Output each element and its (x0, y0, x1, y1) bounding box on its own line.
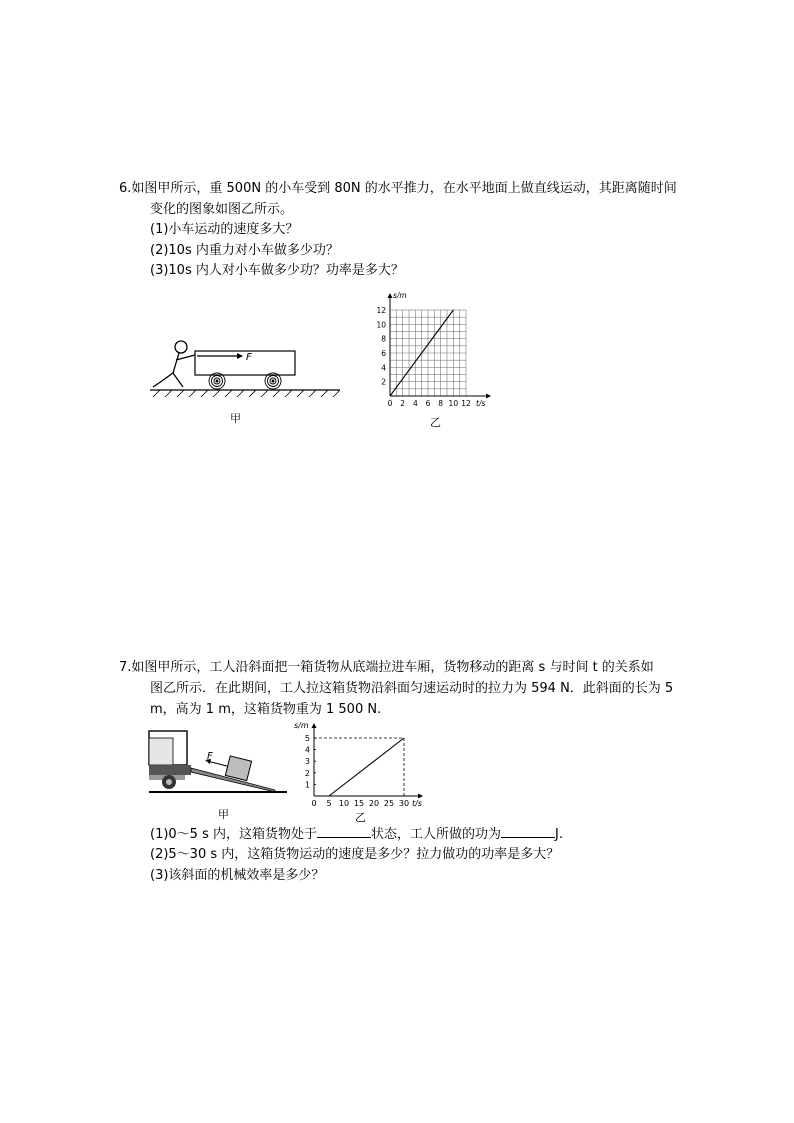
cart-wheel-right (265, 373, 281, 389)
q7-line2: 图乙所示．在此期间，工人拉这箱货物沿斜面匀速运动时的拉力为 594 N．此斜面的长为 5 (150, 681, 674, 696)
force-label: F (246, 352, 252, 363)
q6-st-chart (368, 284, 498, 414)
q7-sub1-part-c: J. (555, 827, 563, 842)
q7-sub1 (150, 825, 563, 844)
q6-sub1: (1)小车运动的速度多大？ (150, 222, 299, 237)
q6-sub3: (3)10s 内人对小车做多少功？功率是多大？ (150, 263, 404, 278)
x-tick-label: 20 (368, 799, 380, 808)
q6-line1: 6.如图甲所示，重 500N 的小车受到 80N 的水平推力，在水平地面上做直线运动，其距离随时间 (119, 181, 677, 196)
x-tick-label: 8 (438, 399, 444, 408)
x-tick-label: 5 (326, 799, 332, 808)
x-tick-label: 15 (353, 799, 365, 808)
y-tick-label: 1 (304, 780, 310, 790)
q6-sub2: (2)10s 内重力对小车做多少功？ (150, 243, 339, 258)
y-tick-label: 10 (376, 320, 386, 330)
y-tick-label: 6 (381, 349, 386, 358)
q6-fig-right-label: 乙 (430, 416, 441, 429)
x-tick-label: 0 (311, 799, 317, 808)
y-axis-label: s/m (294, 721, 309, 730)
x-axis-arrow (486, 394, 491, 399)
x-tick-label: 12 (461, 399, 471, 408)
y-tick-label: 3 (304, 757, 310, 767)
q7-force-label: F (207, 751, 213, 762)
y-tick-label: 4 (304, 745, 310, 755)
q7-sub1-part-b: 状态，工人所做的功为 (371, 827, 502, 842)
q7-sub1-part-a: (1)0～5 s 内，这箱货物处于 (150, 827, 317, 842)
q7-line3: m，高为 1 m，这箱货物重为 1 500 N. (150, 702, 382, 717)
q6-fig-left-label: 甲 (230, 412, 241, 425)
truck-box-inner (149, 738, 173, 765)
cart-wheel-left (209, 373, 225, 389)
force-arrowhead (237, 353, 243, 359)
q7-blank-state[interactable] (317, 825, 371, 838)
q7-fig-left-label: 甲 (218, 808, 229, 821)
y-tick-label: 5 (304, 734, 310, 743)
x-axis-label: t/s (476, 399, 486, 408)
y-tick-label: 4 (381, 363, 386, 373)
x-tick-label: 6 (425, 399, 431, 408)
x-tick-label: 0 (387, 399, 393, 408)
y-tick-label: 2 (304, 768, 310, 778)
cargo-box (225, 756, 251, 781)
y-tick-label: 2 (381, 377, 386, 387)
cart-body (195, 351, 295, 375)
y-axis-arrow (312, 723, 317, 728)
x-axis-label: t/s (412, 799, 422, 808)
q7-sub3: (3)该斜面的机械效率是多少？ (150, 868, 325, 883)
x-tick-label: 4 (412, 399, 418, 408)
q7-ramp-figure (147, 728, 292, 803)
ground-hatching (153, 390, 340, 397)
x-tick-label: 30 (398, 799, 410, 808)
y-axis-arrow (388, 293, 393, 298)
series-line (314, 738, 404, 796)
y-axis-label: s/m (393, 291, 407, 300)
q7-sub2: (2)5～30 s 内，这箱货物运动的速度是多少？拉力做功的功率是多大？ (150, 847, 560, 862)
q7-fig-right-label: 乙 (355, 811, 366, 824)
q7-line1: 7.如图甲所示，工人沿斜面把一箱货物从底端拉进车厢，货物移动的距离 s 与时间 t 的关系如 (119, 660, 654, 675)
q6-line2: 变化的图象如图乙所示。 (150, 202, 294, 217)
q6-cart-figure (145, 335, 345, 405)
truck-chassis (149, 765, 191, 775)
person-figure (153, 341, 195, 387)
q7-blank-work[interactable] (501, 825, 555, 838)
x-tick-label: 2 (400, 399, 406, 408)
x-tick-label: 10 (448, 399, 459, 408)
y-tick-label: 12 (376, 306, 386, 315)
x-axis-arrow (418, 794, 423, 799)
y-tick-label: 8 (381, 334, 386, 344)
x-tick-label: 25 (383, 799, 395, 808)
x-tick-label: 10 (338, 799, 350, 808)
